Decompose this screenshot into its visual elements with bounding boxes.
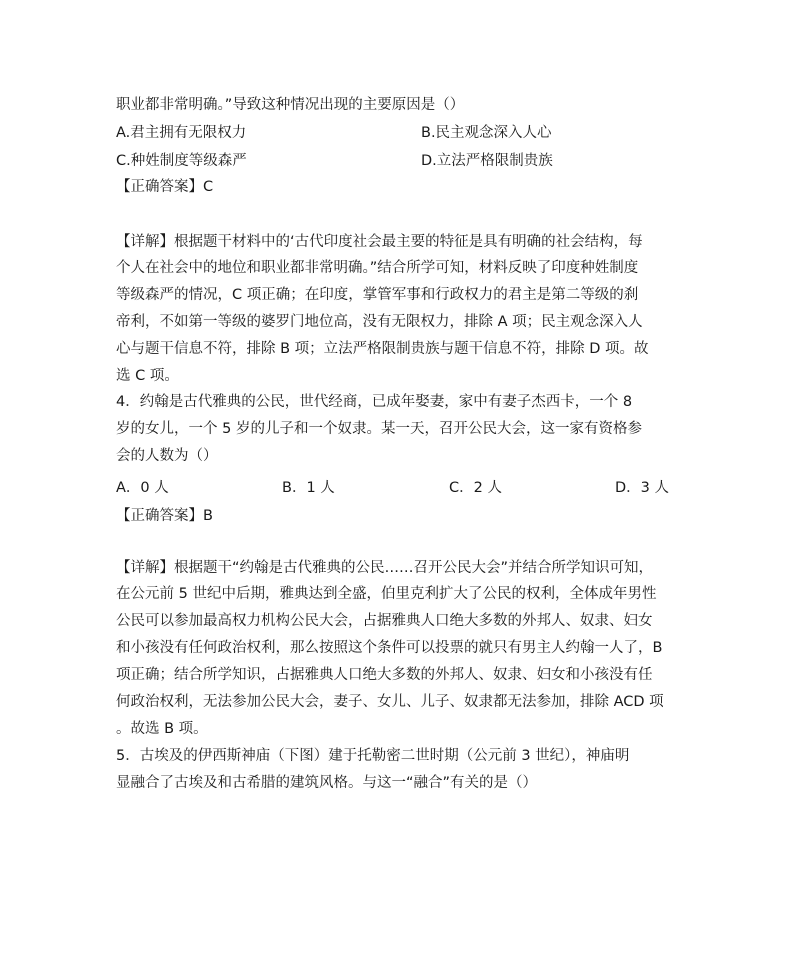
q4-detail-line: 。故选 B 项。: [116, 721, 208, 737]
q4-stem-line: 4．约翰是古代雅典的公民，世代经商，已成年娶妻，家中有妻子杰西卡，一个 8: [116, 394, 633, 410]
q4-detail-line: 公民可以参加最高权力机构公民大会，占据雅典人口绝大多数的外邦人、奴隶、妇女: [116, 613, 653, 629]
q4-option-a: A．0 人: [116, 480, 169, 496]
q4-detail-line: 在公元前 5 世纪中后期，雅典达到全盛，伯里克利扩大了公民的权利，全体成年男性: [116, 586, 657, 602]
q4-option-d: D．3 人: [615, 480, 669, 496]
q5-stem-line: 显融合了古埃及和古希腊的建筑风格。与这一“融合”有关的是（）: [116, 775, 538, 791]
q3-detail-line: 帝利，不如第一等级的婆罗门地位高，没有无限权力，排除 A 项；民主观念深入人: [116, 314, 643, 330]
q3-stem-tail: 职业都非常明确。”导致这种情况出现的主要原因是（）: [116, 97, 465, 113]
q3-detail-line: 等级森严的情况，C 项正确；在印度，掌管军事和行政权力的君主是第二等级的刹: [116, 287, 639, 303]
q4-answer: 【正确答案】B: [116, 508, 213, 524]
q3-detail-line: 个人在社会中的地位和职业都非常明确。”结合所学可知，材料反映了印度种姓制度: [116, 260, 639, 276]
q4-stem-line: 会的人数为（）: [116, 448, 218, 464]
q4-detail-line: 和小孩没有任何政治权利，那么按照这个条件可以投票的就只有男主人约翰一人了，B: [116, 640, 663, 656]
q4-detail-line: 【详解】根据题干“约翰是古代雅典的公民……召开公民大会”并结合所学知识可知，: [116, 560, 654, 576]
q3-option-b: B.民主观念深入人心: [421, 125, 552, 141]
q4-detail-line: 项正确；结合所学知识，占据雅典人口绝大多数的外邦人、奴隶、妇女和小孩没有任: [116, 667, 653, 683]
q3-answer: 【正确答案】C: [116, 179, 214, 195]
q3-detail-line: 选 C 项。: [116, 368, 179, 384]
q3-detail-line: 心与题干信息不符，排除 B 项；立法严格限制贵族与题干信息不符，排除 D 项。故: [116, 341, 649, 357]
q5-stem-line: 5．古埃及的伊西斯神庙（下图）建于托勒密二世时期（公元前 3 世纪），神庙明: [116, 748, 630, 764]
q3-detail-line: 【详解】根据题干材料中的‘古代印度社会最主要的特征是具有明确的社会结构，每: [116, 234, 643, 250]
q4-option-c: C．2 人: [449, 480, 502, 496]
q4-detail-line: 何政治权利，无法参加公民大会，妻子、女儿、儿子、奴隶都无法参加，排除 ACD 项: [116, 694, 664, 710]
q3-option-a: A.君主拥有无限权力: [116, 125, 247, 141]
q4-stem-line: 岁的女儿，一个 5 岁的儿子和一个奴隶。某一天，召开公民大会，这一家有资格参: [116, 421, 642, 437]
q3-option-d: D.立法严格限制贵族: [421, 153, 553, 169]
q3-option-c: C.种姓制度等级森严: [116, 153, 247, 169]
q4-option-b: B．1 人: [282, 480, 335, 496]
